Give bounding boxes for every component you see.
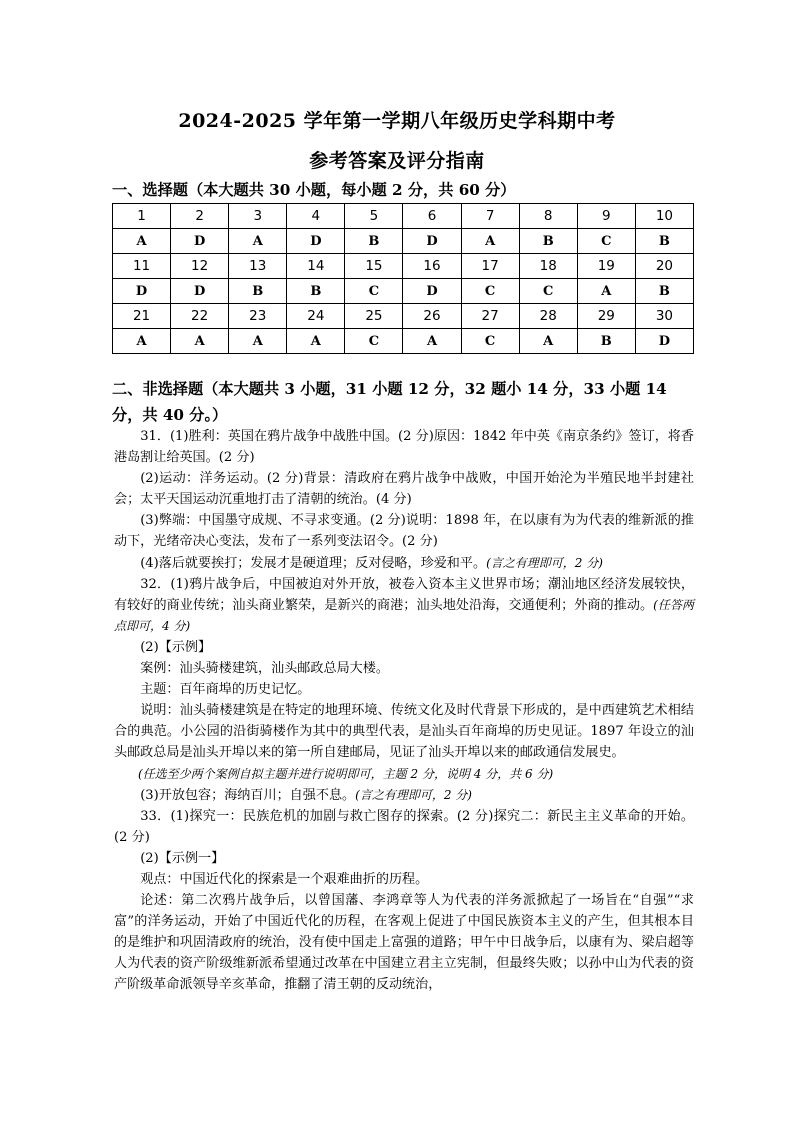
question-number-cell: 5 (345, 204, 403, 229)
answer-cell: C (345, 329, 403, 354)
answer-cell: C (461, 329, 519, 354)
q32-part3-note: (言之有理即可，2 分) (355, 787, 472, 802)
question-number-cell: 22 (171, 304, 229, 329)
question-number-cell: 13 (229, 254, 287, 279)
question-number-cell: 23 (229, 304, 287, 329)
answer-cell: A (171, 329, 229, 354)
q32-part3 (114, 785, 694, 806)
answer-row (113, 229, 694, 254)
section2-heading: 二、非选择题（本大题共 3 小题，31 小题 12 分，32 题小 14 分，33 小题 14 分，共 40 分。） (112, 380, 667, 424)
answer-cell: C (345, 279, 403, 304)
answer-row (113, 329, 694, 354)
question-number-cell: 17 (461, 254, 519, 279)
question-number-row (113, 204, 694, 229)
q31-part2: (2)运动：洋务运动。(2 分)背景：清政府在鸦片战争中战败，中国开始沦为半殖民地半封建社会；太平天国运动沉重地打击了清朝的统治。(4 分) (114, 471, 694, 508)
question-number-row (113, 254, 694, 279)
document-subtitle: 参考答案及评分指南 (309, 150, 485, 172)
question-number-cell: 28 (519, 304, 577, 329)
answer-cell: D (171, 229, 229, 254)
answer-cell: B (345, 229, 403, 254)
q31-part1: 31．(1)胜利：英国在鸦片战争中战胜中国。(2 分)原因：1842 年中英《南京条约》签订，将香港岛割让给英国。(2 分) (114, 429, 694, 466)
q31-part4 (114, 553, 694, 574)
answer-cell: D (635, 329, 693, 354)
answer-table (112, 203, 694, 354)
question-number-row (113, 304, 694, 329)
answer-row (113, 279, 694, 304)
question-number-cell: 27 (461, 304, 519, 329)
question-number-cell: 21 (113, 304, 171, 329)
q32-explanation: 说明：汕头骑楼建筑是在特定的地理环境、传统文化及时代背景下形成的，是中西建筑艺术相结合的典范。小公园的沿街骑楼作为其中的典型代表，是汕头百年商埠的历史见证。1897 年设立的汕头邮政总局是汕头开埠以来的第一所自建邮局，见证了汕头开埠以来的邮政通信发展史。 (114, 703, 694, 761)
question-number-cell: 24 (287, 304, 345, 329)
question-number-cell: 8 (519, 204, 577, 229)
answer-cell: A (403, 329, 461, 354)
answer-cell: C (519, 279, 577, 304)
question-number-cell: 1 (113, 204, 171, 229)
q33-example-label: (2)【示例一】 (140, 850, 225, 866)
question-number-cell: 18 (519, 254, 577, 279)
answer-cell: C (577, 229, 635, 254)
answer-cell: D (403, 279, 461, 304)
question-number-cell: 20 (635, 254, 693, 279)
q33-part1: 33．(1)探究一：民族危机的加剧与救亡图存的探索。(2 分)探究二：新民主主义革命的开始。(2 分) (114, 808, 694, 845)
question-number-cell: 3 (229, 204, 287, 229)
q31-part4-note: (言之有理即可，2 分) (486, 555, 603, 570)
answer-cell: A (287, 329, 345, 354)
answer-cell: B (519, 229, 577, 254)
answer-cell: D (403, 229, 461, 254)
answer-cell: A (577, 279, 635, 304)
section1-heading: 一、选择题（本大题共 30 小题，每小题 2 分，共 60 分） (112, 181, 516, 199)
answer-cell: B (287, 279, 345, 304)
q33-viewpoint: 观点：中国近代化的探索是一个艰难曲折的历程。 (140, 871, 429, 887)
question-number-cell: 15 (345, 254, 403, 279)
answer-cell: A (113, 329, 171, 354)
q32-part3-text: (3)开放包容；海纳百川；自强不息。 (140, 787, 356, 803)
q32-scoring-note: (任选至少两个案例自拟主题并进行说明即可，主题 2 分，说明 4 分，共 6 分) (138, 766, 554, 781)
question-number-cell: 25 (345, 304, 403, 329)
q33-argument: 论述：第二次鸦片战争后，以曾国藩、李鸿章等人为代表的洋务派掀起了一场旨在“自强”“求富”的洋务运动，开始了中国近代化的历程，在客观上促进了中国民族资本主义的产生，但其根本目的是维护和巩固清政府的统治，没有使中国走上富强的道路；甲午中日战争后，以康有为、梁启超等人为代表的资产阶级维新派希望通过改革在中国建立君主立宪制，但最终失败；以孙中山为代表的资产阶级革命派领导辛亥革命，推翻了清王朝的反动统治， (114, 893, 694, 993)
question-number-cell: 12 (171, 254, 229, 279)
document-title: 2024-2025 学年第一学期八年级历史学科期中考 (178, 110, 616, 132)
q32-theme: 主题：百年商埠的历史记忆。 (140, 682, 311, 698)
answer-cell: D (287, 229, 345, 254)
answer-cell: A (113, 229, 171, 254)
answer-cell: C (461, 279, 519, 304)
question-number-cell: 2 (171, 204, 229, 229)
answer-cell: A (229, 329, 287, 354)
q32-part1 (114, 574, 694, 637)
answer-cell: B (577, 329, 635, 354)
question-number-cell: 19 (577, 254, 635, 279)
question-number-cell: 9 (577, 204, 635, 229)
q32-example-label: (2)【示例】 (140, 639, 212, 655)
question-number-cell: 7 (461, 204, 519, 229)
question-number-cell: 16 (403, 254, 461, 279)
q32-case: 案例：汕头骑楼建筑，汕头邮政总局大楼。 (140, 661, 389, 677)
question-number-cell: 10 (635, 204, 693, 229)
answer-body (114, 426, 694, 996)
q32-part1-note: (任答两点即可，4 分) (114, 597, 695, 633)
q32-part1-text: 32．(1)鸦片战争后，中国被迫对外开放，被卷入资本主义世界市场；潮汕地区经济发展较快，有较好的商业传统；汕头商业繁荣，是新兴的商港；汕头地处沿海，交通便利；外商的推动。 (114, 576, 694, 613)
answer-cell: A (229, 229, 287, 254)
question-number-cell: 14 (287, 254, 345, 279)
answer-cell: D (171, 279, 229, 304)
answer-cell: B (635, 229, 693, 254)
question-number-cell: 11 (113, 254, 171, 279)
question-number-cell: 6 (403, 204, 461, 229)
q31-part3: (3)弊端：中国墨守成规、不寻求变通。(2 分)说明：1898 年，在以康有为为代表的维新派的推动下，光绪帝决心变法，发布了一系列变法诏令。(2 分) (114, 513, 694, 550)
q31-part4-text: (4)落后就要挨打；发展才是硬道理；反对侵略，珍爱和平。 (140, 555, 487, 571)
answer-cell: A (461, 229, 519, 254)
answer-cell: A (519, 329, 577, 354)
answer-cell: B (229, 279, 287, 304)
answer-cell: B (635, 279, 693, 304)
question-number-cell: 26 (403, 304, 461, 329)
question-number-cell: 29 (577, 304, 635, 329)
question-number-cell: 4 (287, 204, 345, 229)
answer-cell: D (113, 279, 171, 304)
question-number-cell: 30 (635, 304, 693, 329)
